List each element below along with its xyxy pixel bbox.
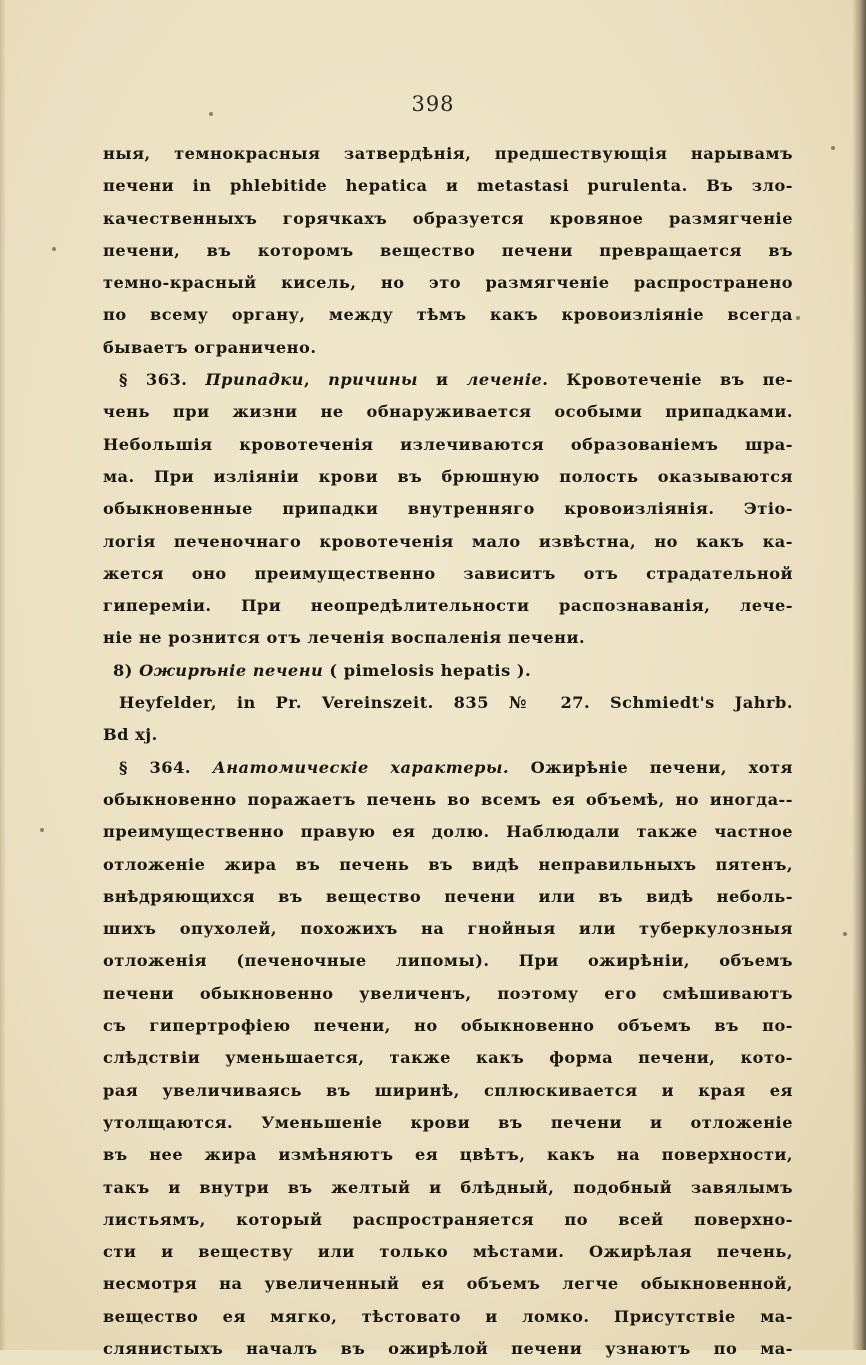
- text-line: [103, 429, 793, 461]
- text-line: [103, 816, 793, 848]
- text-run: темно-красный кисель, но это размягченіе распространено: [103, 273, 793, 293]
- paper-speck: [831, 146, 835, 150]
- text-line: [103, 1204, 793, 1236]
- italic-heading-text: Припадки: [205, 370, 304, 390]
- text-run: шихъ опухолей, похожихъ на гнойныя или туберкулозныя: [103, 919, 793, 939]
- text-run: ныя, темнокрасныя затвердѣнія, предшествующія нарывамъ: [103, 144, 793, 163]
- italic-heading-text: Ожирѣніе печени: [139, 660, 324, 680]
- text-run: утолщаются. Уменьшеніе крови въ печени и отложеніе: [103, 1112, 793, 1132]
- paper-speck: [796, 316, 800, 320]
- text-line: [103, 913, 793, 945]
- text-run: Кровотеченіе въ пе-: [548, 370, 793, 390]
- text-line: [103, 1010, 793, 1042]
- text-line: [103, 622, 793, 654]
- text-run: § 364.: [119, 757, 213, 777]
- text-run: ,: [303, 370, 329, 390]
- text-line: [103, 1042, 793, 1074]
- text-line: [103, 461, 793, 493]
- text-line: [103, 1268, 793, 1300]
- paper-speck: [843, 932, 847, 936]
- text-line: [103, 1139, 793, 1171]
- text-run: ( pimelosis hepatis ).: [323, 660, 532, 680]
- body-text: [103, 138, 793, 1365]
- text-line: [103, 203, 793, 235]
- text-run: преимущественно правую ея долю. Наблюдали также частное: [103, 822, 793, 842]
- text-run: качественныхъ горячкахъ образуется кровяное размягченіе: [103, 208, 793, 228]
- text-line: [103, 881, 793, 913]
- paper-speck: [40, 828, 44, 832]
- italic-heading-text: Анатомическіе характеры.: [212, 757, 510, 777]
- text-line: [103, 299, 793, 331]
- text-line: [103, 1236, 793, 1268]
- text-run: Небольшія кровотеченія излечиваются образованіемъ шра-: [103, 434, 793, 454]
- text-run: печени, въ которомъ вещество печени превращается въ: [103, 240, 793, 260]
- text-run: бываетъ ограничено.: [103, 337, 317, 357]
- text-run: Heyfelder, in Pr. Vereinszeit. 835 № 27. Schmiedt's Jahrb.: [119, 693, 793, 713]
- text-line: [103, 752, 793, 784]
- text-run: печени in phlebitide hepatica и metastasi purulenta. Въ зло-: [103, 176, 793, 196]
- text-run: сти и веществу или только мѣстами. Ожирѣлая печень,: [103, 1242, 793, 1262]
- text-run: листьямъ, который распространяется по всей поверхно-: [103, 1209, 793, 1229]
- text-run: логія печеночнаго кровотеченія мало извѣстна, но какъ ка-: [103, 531, 793, 551]
- text-run: 8): [113, 660, 140, 680]
- text-run: ніе не рознится отъ леченія воспаленія печени.: [103, 628, 586, 648]
- text-run: слянистыхъ началъ въ ожирѣлой печени узнаютъ по ма-: [103, 1338, 793, 1358]
- text-line: [103, 590, 793, 622]
- text-line: [103, 332, 793, 364]
- text-line: [103, 235, 793, 267]
- text-line: [103, 138, 793, 170]
- text-run: отложенія (печеночные липомы). При ожирѣніи, объемъ: [103, 951, 793, 971]
- text-line: [103, 1333, 793, 1365]
- text-run: обыкновенно поражаетъ печень во всемъ ея объемѣ, но иногда--: [103, 789, 793, 809]
- text-line: [103, 1301, 793, 1333]
- text-line: [103, 170, 793, 202]
- text-run: и: [418, 370, 467, 390]
- text-run: съ гипертрофіею печени, но обыкновенно объемъ въ по-: [103, 1016, 793, 1036]
- text-run: Ожирѣніе печени, хотя: [509, 757, 793, 777]
- text-run: рая увеличиваясь въ ширинѣ, сплюскивается и края ея: [103, 1080, 793, 1100]
- text-line: [103, 1075, 793, 1107]
- page-number: 398: [411, 92, 455, 116]
- italic-heading-text: леченіе.: [466, 370, 549, 390]
- text-run: Bd xj.: [103, 725, 158, 745]
- text-line: [103, 267, 793, 299]
- text-line: [103, 558, 793, 590]
- page-right-edge-shadow: [852, 0, 866, 1350]
- text-run: § 363.: [119, 370, 206, 390]
- text-run: несмотря на увеличенный ея объемъ легче обыкновенной,: [103, 1274, 793, 1294]
- text-run: такъ и внутри въ желтый и блѣдный, подобный завялымъ: [103, 1177, 793, 1197]
- text-line: [103, 526, 793, 558]
- text-run: гипереміи. При неопредѣлительности распознаванія, лече-: [103, 596, 793, 616]
- italic-heading-text: причины: [328, 370, 419, 390]
- text-line: [103, 1172, 793, 1204]
- text-line: [103, 687, 793, 719]
- text-run: вещество ея мягко, тѣстовато и ломко. Присутствіе ма-: [103, 1306, 793, 1326]
- text-run: жется оно преимущественно зависитъ отъ страдательной: [103, 563, 793, 583]
- text-run: слѣдствіи уменьшается, также какъ форма печени, кото-: [103, 1048, 793, 1068]
- text-line: [103, 655, 793, 687]
- text-line: [103, 364, 793, 396]
- text-run: внѣдряющихся въ вещество печени или въ видѣ неболь-: [103, 886, 793, 906]
- text-run: въ нее жира измѣняютъ ея цвѣтъ, какъ на поверхности,: [103, 1145, 793, 1165]
- text-line: [103, 719, 793, 751]
- text-line: [103, 945, 793, 977]
- text-run: отложеніе жира въ печень въ видѣ неправильныхъ пятенъ,: [103, 854, 793, 874]
- text-run: чень при жизни не обнаруживается особыми припадками.: [103, 402, 793, 422]
- text-line: [103, 396, 793, 428]
- page-left-edge: [0, 0, 6, 1350]
- text-run: обыкновенные припадки внутренняго кровоизліянія. Этіо-: [103, 499, 793, 519]
- text-run: печени обыкновенно увеличенъ, поэтому его смѣшиваютъ: [103, 983, 793, 1003]
- text-line: [103, 1107, 793, 1139]
- text-line: [103, 784, 793, 816]
- text-run: ма. При изліяніи крови въ брюшную полость оказываются: [103, 466, 793, 486]
- text-line: [103, 493, 793, 525]
- text-run: по всему органу, между тѣмъ какъ кровоизліяніе всегда: [103, 305, 793, 325]
- text-line: [103, 849, 793, 881]
- paper-speck: [52, 247, 56, 251]
- text-line: [103, 978, 793, 1010]
